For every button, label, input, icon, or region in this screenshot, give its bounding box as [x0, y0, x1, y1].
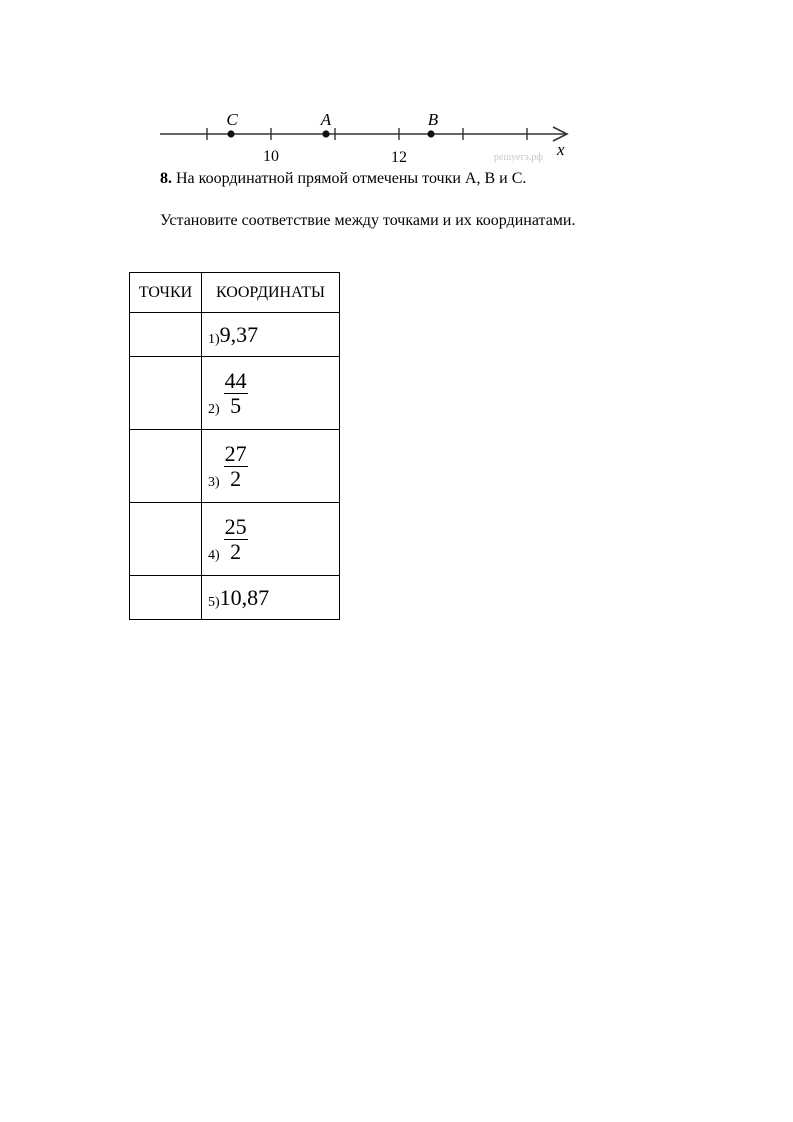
- point-c-label: C: [226, 110, 238, 129]
- table-header-row: [130, 273, 340, 313]
- answer-cell[interactable]: [130, 313, 202, 357]
- fraction-denominator: 2: [230, 465, 242, 491]
- fraction-numerator: 44: [224, 367, 247, 393]
- task-text: На координатной прямой отмечены точки A, B и C.: [176, 170, 527, 187]
- fraction-numerator: 27: [224, 440, 247, 466]
- option-value: 9,37: [219, 321, 259, 347]
- task-number: 8.: [160, 170, 172, 187]
- option-5: [202, 576, 340, 620]
- fraction: [224, 515, 248, 564]
- point-a-label: A: [320, 110, 332, 129]
- point-b-label: B: [427, 110, 439, 129]
- point-a: [322, 130, 329, 137]
- option-number: 2): [208, 401, 220, 417]
- option-value: 10,87: [219, 584, 270, 610]
- table-row: [130, 576, 340, 620]
- tick-label-12: 12: [391, 149, 407, 166]
- table-row: [130, 357, 340, 430]
- option-number: 5): [208, 594, 220, 610]
- answer-cell[interactable]: [130, 357, 202, 430]
- option-4: [202, 503, 340, 576]
- point-c: [227, 130, 234, 137]
- fraction-denominator: 5: [230, 392, 242, 418]
- option-1: [202, 313, 340, 357]
- header-coordinates: КООРДИНАТЫ: [202, 273, 340, 313]
- answer-cell[interactable]: [130, 576, 202, 620]
- option-number: 4): [208, 547, 220, 563]
- point-b: [427, 130, 434, 137]
- task-statement: [160, 168, 526, 190]
- fraction-numerator: 25: [224, 513, 247, 539]
- option-3: [202, 430, 340, 503]
- table-row: [130, 503, 340, 576]
- number-line: [155, 100, 580, 170]
- option-number: 3): [208, 474, 220, 490]
- option-2: [202, 357, 340, 430]
- axis-label-x: x: [557, 140, 565, 159]
- fraction-denominator: 2: [230, 538, 242, 564]
- task-instruction: Установите соответствие между точками и их координатами.: [160, 212, 576, 229]
- answer-cell[interactable]: [130, 503, 202, 576]
- watermark: решуегэ.рф: [494, 152, 543, 163]
- table-row: [130, 313, 340, 357]
- fraction: [224, 369, 248, 418]
- answer-cell[interactable]: [130, 430, 202, 503]
- matching-table: [129, 272, 340, 620]
- header-points: ТОЧКИ: [130, 273, 202, 313]
- fraction: [224, 442, 248, 491]
- option-number: 1): [208, 331, 220, 347]
- table-row: [130, 430, 340, 503]
- tick-label-10: 10: [263, 148, 279, 165]
